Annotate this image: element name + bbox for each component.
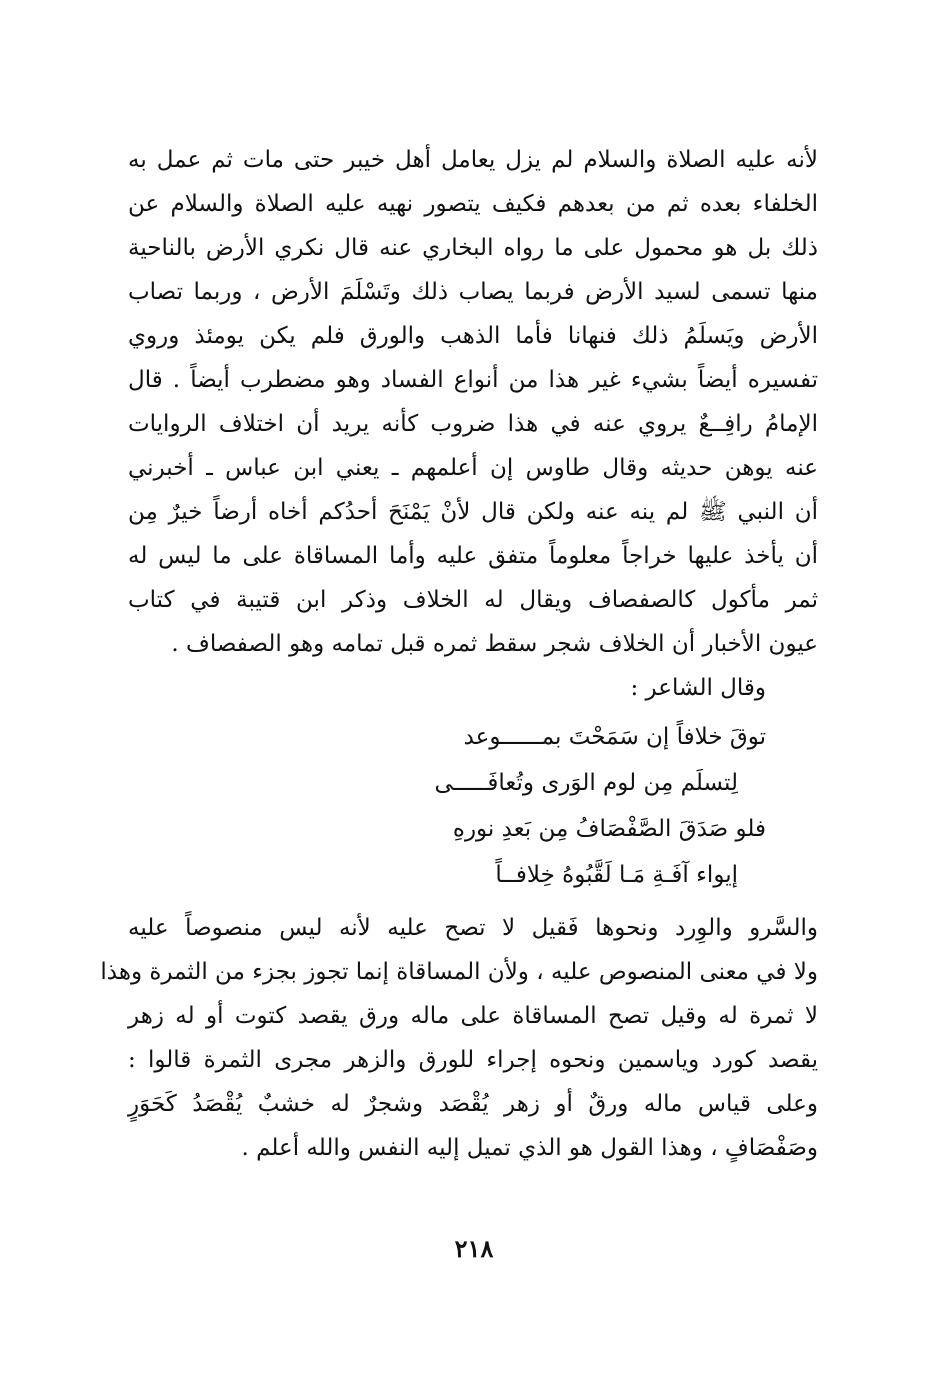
text-line: عنه يوهن حديثه وقال طاوس إن أعلمهم ـ يعني ابن عباس ـ أخبرني: [128, 455, 818, 481]
paragraph-2: [100, 906, 818, 1170]
page-number: ٢١٨: [454, 1234, 494, 1263]
text-line: عيون الأخبار أن الخلاف شجر سقط ثمره قبل تمامه وهو الصفصاف .: [171, 631, 818, 657]
text-line: وصَفْصَافٍ ، وهذا القول هو الذي تميل إليه النفس والله أعلم .: [241, 1135, 818, 1161]
text-line: أن النبي ﷺ لم ينه عنه ولكن قال لأنْ يَمْنَحَ أحدُكم أخاه أرضاً خيرٌ مِن: [128, 499, 818, 525]
text-line: منها تسمى لسيد الأرض فربما يصاب ذلك وتَسْلَمَ الأرض ، وربما تصاب: [128, 279, 818, 305]
text-line: تفسيره أيضاً بشيء غير هذا من أنواع الفساد وهو مضطرب أيضاً . قال: [128, 367, 818, 393]
text-line: ولا في معنى المنصوص عليه ، ولأن المساقاة إنما تجوز بجزء من الثمرة وهذا: [100, 959, 818, 985]
page-body: [100, 138, 818, 1170]
text-line: والسَّرو والوِرد ونحوها فَقيل لا تصح عليه لأنه ليس منصوصاً عليه: [128, 915, 818, 941]
paragraph-1: [128, 138, 818, 666]
text-line: يقصد كورد وياسمين ونحوه إجراء للورق والزهر مجرى الثمرة قالوا :: [128, 1047, 818, 1073]
verse-line: توقَ خلافاً إن سَمَحْتَ بمــــــوعد: [463, 724, 766, 750]
poem: [128, 714, 818, 898]
text-line: لا ثمرة له وقيل تصح المساقاة على ماله ورق يقصد كتوت أو له زهر: [128, 1003, 818, 1029]
text-line: الخلفاء بعده ثم من بعدهم فكيف يتصور نهيه عليه الصلاة والسلام عن: [128, 191, 818, 217]
verse-line: فلو صَدَقَ الصَّفْصَافُ مِن بَعدِ نورهِ: [452, 816, 766, 842]
text-line: ثمر مأكول كالصفصاف ويقال له الخلاف وذكر ابن قتيبة في كتاب: [128, 587, 818, 613]
text-line: ذلك بل هو محمول على ما رواه البخاري عنه قال نكري الأرض بالناحية: [128, 235, 818, 261]
text-line: الإمامُ رافِــعٌ يروي عنه في هذا ضروب كأنه يريد أن اختلاف الروايات: [128, 411, 818, 437]
poet-intro: وقال الشاعر :: [630, 675, 766, 701]
verse-line: إيواء آفَـةِ مَـا لَقَّبُوهُ خِلافــاً: [495, 862, 738, 888]
verse-line: لِتسلَم مِن لوم الوَرى وتُعافَـــــى: [434, 770, 738, 796]
text-line: لأنه عليه الصلاة والسلام لم يزل يعامل أهل خيبر حتى مات ثم عمل به: [128, 147, 818, 173]
text-line: وعلى قياس ماله ورقٌ أو زهر يُقْصَد وشجرٌ له خشبٌ يُقْصَدُ كَحَوَرٍ: [128, 1091, 818, 1117]
text-line: أن يأخذ عليها خراجاً معلوماً متفق عليه وأما المساقاة على ما ليس له: [128, 543, 818, 569]
text-line: الأرض ويَسلَمُ ذلك فنهانا فأما الذهب والورق فلم يكن يومئذ وروي: [128, 323, 818, 349]
